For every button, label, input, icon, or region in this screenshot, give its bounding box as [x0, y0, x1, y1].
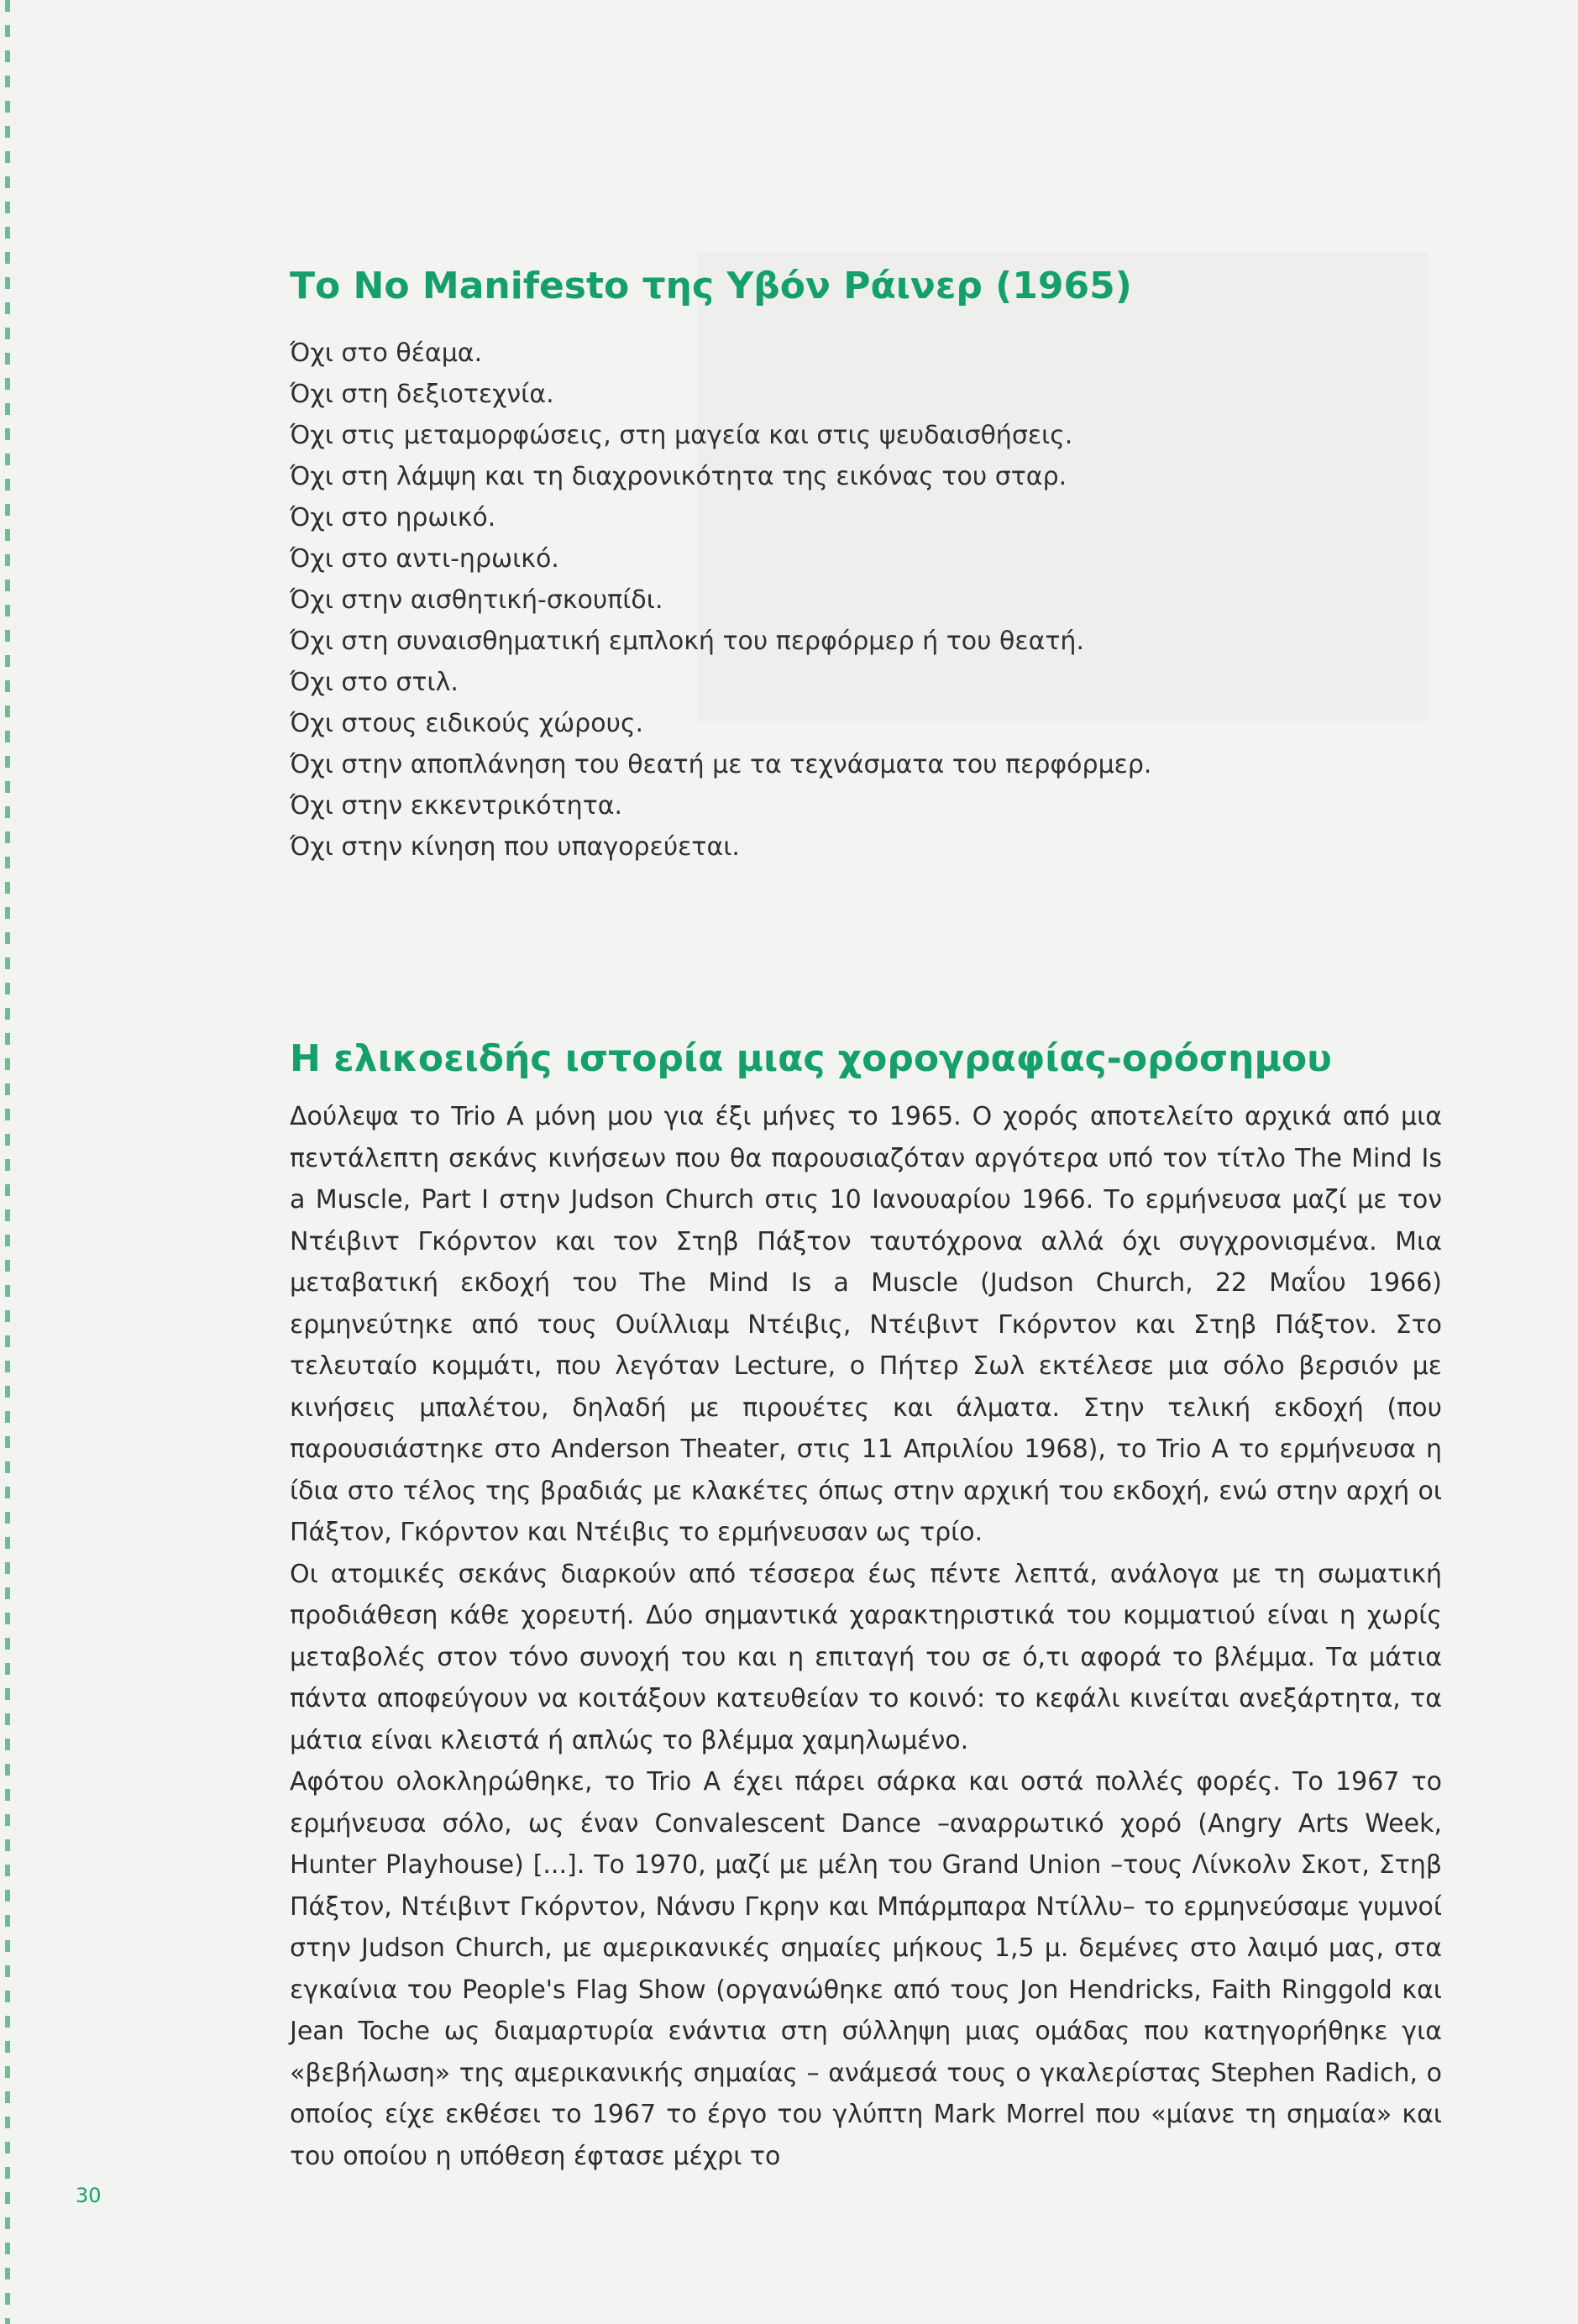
history-paragraph-1: Δούλεψα το Trio A μόνη μου για έξι μήνες το 1965. Ο χορός αποτελείτο αρχικά από μια πεντάλεπτη σεκάνς κινήσεων που θα παρουσιαζόταν αργότερα υπό τον τίτλο The Mind Is a Muscle, Part I στην Judson Church στις 10 Ιανουαρίου 1966. Το ερμήνευσα μαζί με τον Ντέιβιντ Γκόρντον και τον Στηβ Πάξτον ταυτόχρονα αλλά όχι συγχρονισμένα. Μια μεταβατική εκδοχή του The Mind Is a Muscle (Judson Church, 22 Μαΐου 1966) ερμηνεύτηκε από τους Ουίλλιαμ Ντέιβις, Ντέιβιντ Γκόρντον και Στηβ Πάξτον. Στο τελευταίο κομμάτι, που λεγόταν Lecture, ο Πήτερ Σωλ εκτέλεσε μια σόλο βερσιόν με κινήσεις μπαλέτου, δηλαδή με πιρουέτες και άλματα. Στην τελική εκδοχή (που παρουσιάστηκε στο Anderson Theater, στις 11 Απριλίου 1968), το Trio A το ερμήνευσα η ίδια στο τέλος της βραδιάς με κλακέτες όπως στην αρχική του εκδοχή, ενώ στην αρχή οι Πάξτον, Γκόρντον και Ντέιβις το ερμήνευσαν ως τρίο.: [290, 1102, 1442, 1547]
history-body: [290, 1096, 1442, 2177]
manifesto-line: Όχι στο στιλ.: [290, 668, 459, 697]
manifesto-line: Όχι στο θέαμα.: [290, 338, 483, 368]
history-title: Η ελικοειδής ιστορία μιας χορογραφίας-ορόσημου: [290, 1037, 1332, 1080]
manifesto-line: Όχι στην αισθητική-σκουπίδι.: [290, 585, 663, 615]
manifesto-line: Όχι στη δεξιοτεχνία.: [290, 380, 554, 409]
manifesto-line: Όχι στη συναισθηματική εμπλοκή του περφόρμερ ή του θεατή.: [290, 627, 1084, 656]
manifesto-line: Όχι στις μεταμορφώσεις, στη μαγεία και στις ψευδαισθήσεις.: [290, 421, 1073, 450]
manifesto-line: Όχι στην κίνηση που υπαγορεύεται.: [290, 832, 740, 862]
history-paragraph-3: Αφότου ολοκληρώθηκε, το Trio A έχει πάρει σάρκα και οστά πολλές φορές. Το 1967 το ερμήνευσα σόλο, ως έναν Convalescent Dance –αναρρωτικό χορό (Angry Arts Week, Hunter Playhouse) [...]. Το 1970, μαζί με μέλη του Grand Union –τους Λίνκολν Σκοτ, Στηβ Πάξτον, Ντέιβιντ Γκόρντον, Νάνσυ Γκρην και Μπάρμπαρα Ντίλλυ– το ερμηνεύσαμε γυμνοί στην Judson Church, με αμερικανικές σημαίες μήκους 1,5 μ. δεμένες στο λαιμό μας, στα εγκαίνια του People's Flag Show (οργανώθηκε από τους Jon Hendricks, Faith Ringgold και Jean Toche ως διαμαρτυρία ενάντια στη σύλληψη μιας ομάδας που κατηγορήθηκε για «βεβήλωση» της αμερικανικής σημαίας – ανάμεσά τους ο γκαλερίστας Stephen Radich, ο οποίος είχε εκθέσει το 1967 το έργο του γλύπτη Mark Morrel που «μίανε τη σημαία» και του οποίου η υπόθεση έφτασε μέχρι το: [290, 1767, 1442, 2171]
manifesto-list: [290, 333, 1151, 868]
manifesto-line: Όχι στο αντι-ηρωικό.: [290, 544, 559, 574]
binding-stitch: [5, 0, 10, 2324]
history-paragraph-2: Οι ατομικές σεκάνς διαρκούν από τέσσερα έως πέντε λεπτά, ανάλογα με τη σωματική προδιάθεση κάθε χορευτή. Δύο σημαντικά χαρακτηριστικά του κομματιού είναι η χωρίς μεταβολές στον τόνο συνοχή του και η επιταγή του σε ό,τι αφορά το βλέμμα. Τα μάτια πάντα αποφεύγουν να κοιτάξουν κατευθείαν το κοινό: το κεφάλι κινείται ανεξάρτητα, τα μάτια είναι κλειστά ή απλώς το βλέμμα χαμηλωμένο.: [290, 1559, 1442, 1755]
manifesto-line: Όχι στους ειδικούς χώρους.: [290, 709, 644, 738]
manifesto-title: Το No Manifesto της Υβόν Ράινερ (1965): [290, 265, 1132, 307]
manifesto-line: Όχι στη λάμψη και τη διαχρονικότητα της εικόνας του σταρ.: [290, 462, 1067, 491]
manifesto-line: Όχι στην αποπλάνηση του θεατή με τα τεχνάσματα του περφόρμερ.: [290, 750, 1152, 779]
manifesto-line: Όχι στο ηρωικό.: [290, 503, 496, 532]
page-number: 30: [76, 2184, 102, 2207]
manifesto-line: Όχι στην εκκεντρικότητα.: [290, 791, 623, 821]
